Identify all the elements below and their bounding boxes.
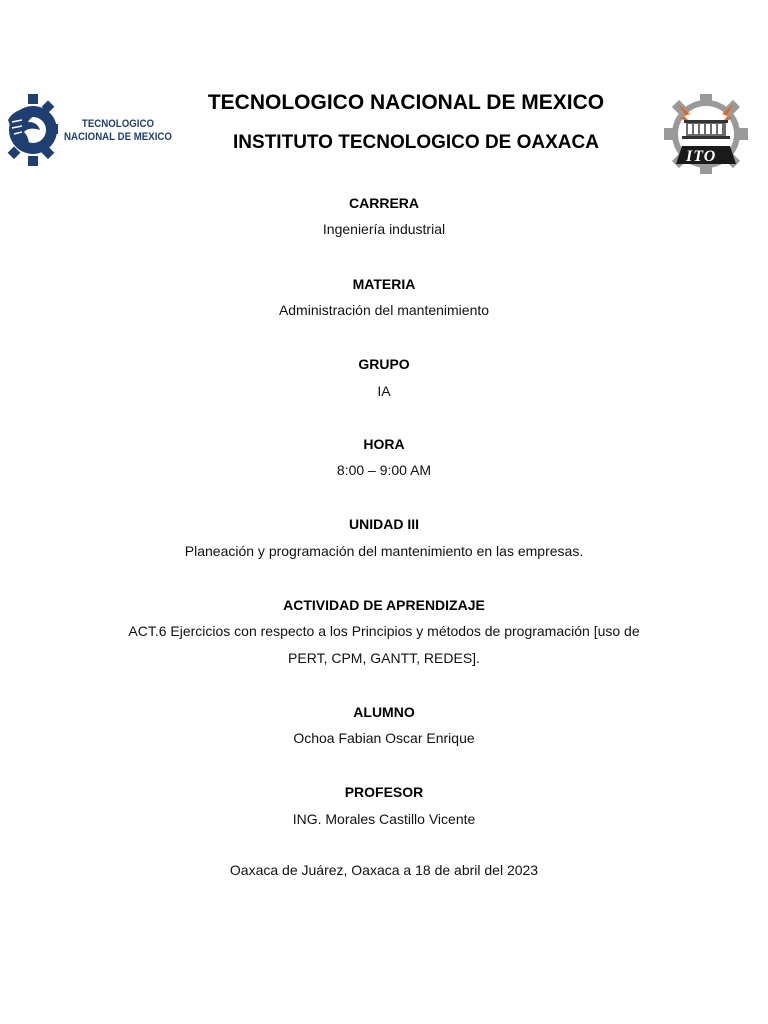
tecnm-logo-line2: NACIONAL DE MEXICO bbox=[64, 131, 172, 143]
hora-value: 8:00 – 9:00 AM bbox=[336, 462, 432, 478]
actividad-value-line1: ACT.6 Ejercicios con respecto a los Principios y métodos de programación [uso de bbox=[128, 623, 640, 639]
actividad-label: ACTIVIDAD DE APRENDIZAJE bbox=[283, 597, 485, 613]
grupo-label: GRUPO bbox=[358, 356, 410, 372]
ito-logo-text: ITO bbox=[686, 148, 717, 165]
grupo-value: IA bbox=[377, 383, 391, 399]
institute-subtitle: INSTITUTO TECNOLOGICO DE OAXACA bbox=[233, 132, 599, 153]
profesor-value: ING. Morales Castillo Vicente bbox=[292, 811, 476, 827]
actividad-value-line2: PERT, CPM, GANTT, REDES]. bbox=[288, 650, 480, 666]
carrera-label: CARRERA bbox=[349, 195, 419, 211]
materia-value: Administración del mantenimiento bbox=[278, 302, 490, 318]
place-date: Oaxaca de Juárez, Oaxaca a 18 de abril del 2023 bbox=[229, 862, 539, 878]
unidad-label: UNIDAD III bbox=[349, 516, 419, 532]
materia-label: MATERIA bbox=[352, 276, 416, 292]
carrera-value: Ingeniería industrial bbox=[322, 221, 446, 237]
tecnm-logo-line1: TECNOLOGICO bbox=[81, 118, 154, 130]
ito-logo bbox=[664, 94, 748, 178]
unidad-value: Planeación y programación del mantenimiento en las empresas. bbox=[184, 543, 584, 559]
institution-title: TECNOLOGICO NACIONAL DE MEXICO bbox=[207, 91, 605, 114]
alumno-label: ALUMNO bbox=[353, 704, 415, 720]
profesor-label: PROFESOR bbox=[344, 784, 424, 800]
alumno-value: Ochoa Fabian Oscar Enrique bbox=[293, 730, 475, 746]
hora-label: HORA bbox=[363, 436, 405, 452]
